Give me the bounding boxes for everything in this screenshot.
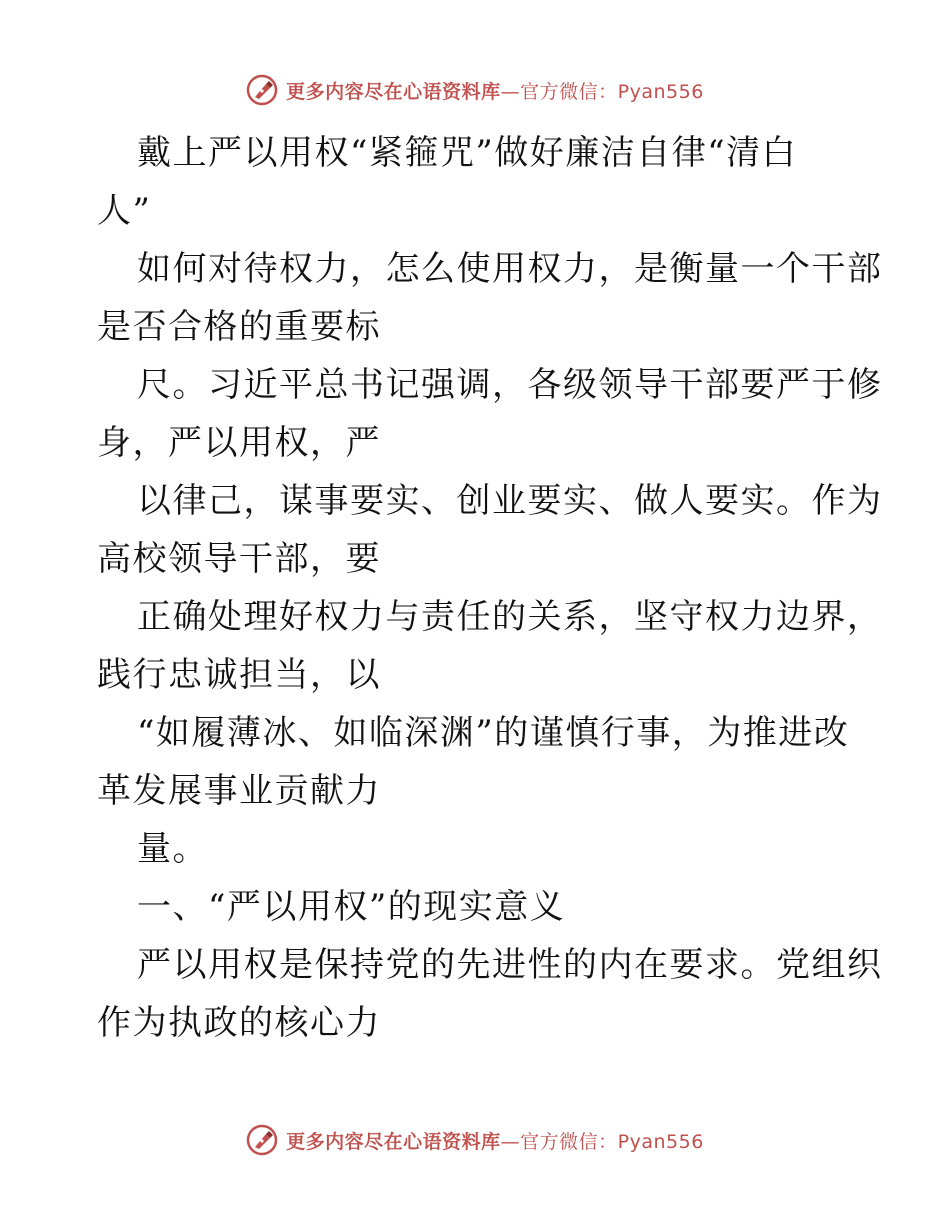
- paragraph-line: 作为执政的核心力: [97, 1003, 381, 1043]
- watermark-text: 更多内容尽在心语资料库—官方微信：Pyan556: [286, 80, 704, 103]
- paragraph-line: 革发展事业贡献力: [97, 771, 381, 811]
- paragraph-line: 高校领导干部，要: [97, 539, 381, 579]
- title-line: 戴上严以用权“紧箍咒”做好廉洁自律“清白: [137, 133, 798, 173]
- paragraph-line: 以律己，谋事要实、创业要实、做人要实。作为: [137, 481, 883, 521]
- section-heading: 一、“严以用权”的现实意义: [137, 887, 566, 927]
- paragraph-line: 是否合格的重要标: [97, 307, 381, 347]
- header-watermark: [0, 72, 950, 108]
- paragraph-line: 践行忠诚担当，以: [97, 655, 381, 695]
- footer-watermark: [0, 1122, 950, 1158]
- watermark-text: 更多内容尽在心语资料库—官方微信：Pyan556: [286, 1130, 704, 1153]
- paragraph-line: 如何对待权力，怎么使用权力，是衡量一个干部: [137, 249, 883, 289]
- paragraph-line: 身，严以用权，严: [97, 423, 381, 463]
- document-body: [97, 124, 883, 1052]
- paragraph-line: 正确处理好权力与责任的关系，坚守权力边界，: [137, 597, 883, 637]
- fountain-pen-logo-icon: [246, 1124, 278, 1156]
- paragraph-line: 量。: [137, 829, 208, 869]
- title-line-continued: 人”: [97, 191, 152, 231]
- fountain-pen-logo-icon: [246, 74, 278, 106]
- paragraph-line: 严以用权是保持党的先进性的内在要求。党组织: [137, 945, 883, 985]
- paragraph-line: 尺。习近平总书记强调，各级领导干部要严于修: [137, 365, 883, 405]
- paragraph-line: “如履薄冰、如临深渊”的谨慎行事，为推进改: [137, 713, 850, 753]
